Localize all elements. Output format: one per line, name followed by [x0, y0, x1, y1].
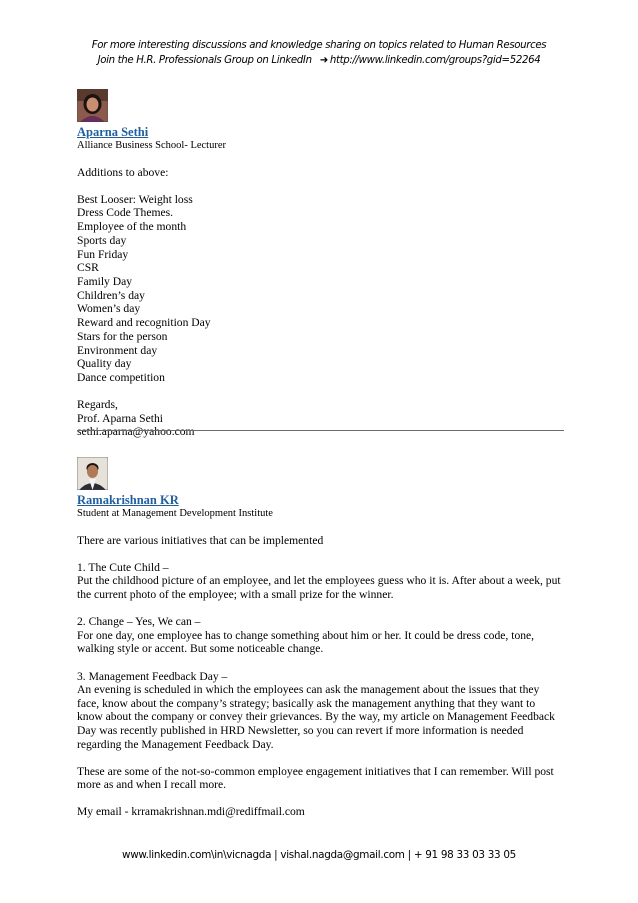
header-tagline: For more interesting discussions and knowledge sharing on topics related to Human Resources: [91, 40, 547, 51]
initiative-2-body: For one day, one employee has to change something about him or her. It could be dress code, tone, walking style or accent. But some noticeable change.: [77, 628, 535, 656]
author-role: Student at Management Development Institute: [77, 508, 273, 519]
list-item: Children’s day: [77, 288, 145, 302]
regards: Regards,: [77, 398, 118, 412]
list-item: Best Looser: Weight loss: [77, 192, 193, 206]
initiative-2-title: 2. Change – Yes, We can –: [77, 615, 201, 629]
closing-paragraph: These are some of the not-so-common employee engagement initiatives that I can remember. Will post more as and when I recall more.: [77, 764, 554, 792]
author-name[interactable]: Aparna Sethi: [77, 125, 149, 139]
list-item: Family Day: [77, 275, 133, 288]
post-divider: [77, 430, 564, 431]
page-footer: www.linkedin.com\in\vicnagda | vishal.nagda@gmail.com | + 91 98 33 03 33 05: [122, 849, 516, 861]
author-name[interactable]: Ramakrishnan KR: [77, 493, 179, 507]
header-join-text: Join the H.R. Professionals Group on LinkedIn: [97, 55, 312, 66]
author-role: Alliance Business School- Lecturer: [77, 140, 226, 151]
signature: Prof. Aparna Sethi: [77, 411, 163, 425]
initiative-1-title: 1. The Cute Child –: [77, 560, 169, 574]
initiative-3-title: 3. Management Feedback Day –: [77, 669, 228, 683]
post-intro: There are various initiatives that can be implemented: [77, 533, 324, 547]
page-header: [0, 38, 638, 68]
author-email: sethi.aparna@yahoo.com: [77, 425, 195, 439]
initiative-3-body: An evening is scheduled in which the employees can ask the management about the issues that they face, know about the company’s strategy; basically ask the management anything that they want to know about the company or convey their grievances. By the way, my article on Management Feedback Day was recently published in HRD Newsletter, so you can revert if more information is needed regarding the Management Feedback Day.: [77, 683, 555, 751]
avatar-aparna-sethi-icon: [77, 89, 108, 122]
list-item: Dance competition: [77, 370, 165, 384]
linkedin-group-link[interactable]: http://www.linkedin.com/groups?gid=52264: [329, 55, 541, 66]
list-item: Reward and recognition Day: [77, 316, 211, 330]
list-item: Employee of the month: [77, 220, 187, 234]
initiative-1-body: Put the childhood picture of an employee, and let the employees guess who it is. After about a week, put the current photo of the employee; with a small prize for the winner.: [77, 574, 561, 601]
list-item: Sports day: [77, 233, 127, 247]
list-item: Environment day: [77, 343, 158, 357]
list-item: CSR: [77, 261, 99, 275]
initiatives-list: [77, 193, 563, 385]
author-email: My email - krramakrishnan.mdi@rediffmail.com: [77, 805, 305, 819]
arrow-right-icon: ➜: [319, 55, 328, 66]
post-intro: Additions to above:: [77, 165, 169, 179]
list-item: Women’s day: [77, 302, 141, 316]
post-ramakrishnan-kr: [77, 457, 563, 819]
list-item: Quality day: [77, 357, 132, 371]
list-item: Fun Friday: [77, 247, 129, 261]
avatar-ramakrishnan-kr-icon: [77, 457, 108, 490]
list-item: Stars for the person: [77, 329, 168, 343]
list-item: Dress Code Themes.: [77, 206, 174, 220]
post-aparna-sethi: [77, 89, 563, 439]
header-group-line: [0, 53, 638, 68]
